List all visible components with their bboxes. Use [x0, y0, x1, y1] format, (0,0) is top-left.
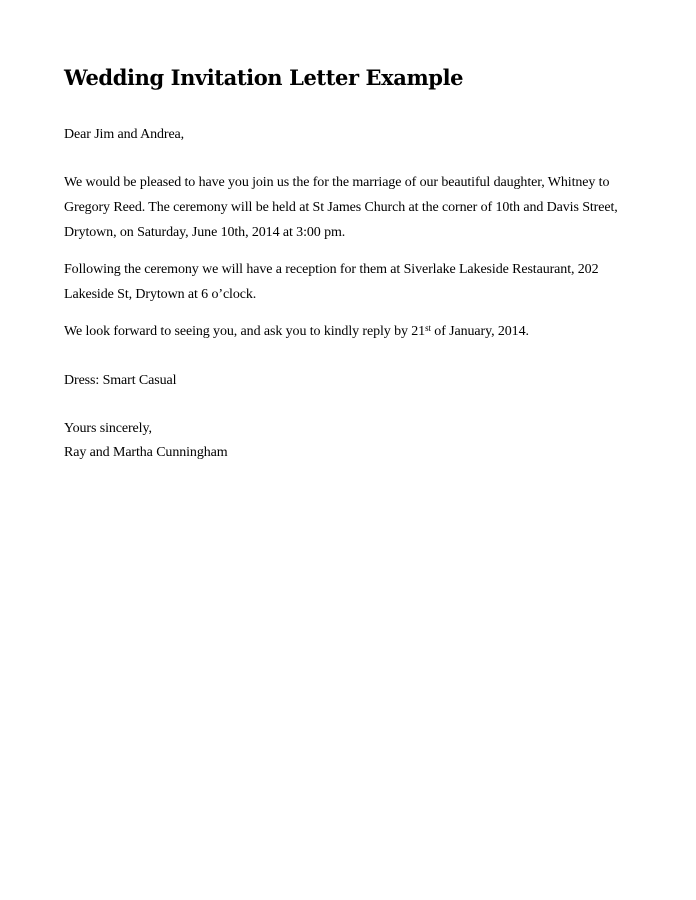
paragraph-reply [64, 319, 639, 344]
paragraph-ceremony: We would be pleased to have you join us the for the marriage of our beautiful daughter, Whitney to Gregory Reed. The ceremony will be held at St James Church at the corner of 10th and Davis Street, Drytown, on Saturday, June 10th, 2014 at 3:00 pm. [64, 175, 618, 240]
reply-text-end: of January, 2014. [430, 324, 529, 339]
page-title: Wedding Invitation Letter Example [64, 65, 464, 90]
reply-date-suffix: st [425, 323, 431, 333]
signature: Ray and Martha Cunningham [64, 445, 228, 460]
closing: Yours sincerely, [64, 421, 152, 436]
letter-body [64, 62, 639, 465]
salutation: Dear Jim and Andrea, [64, 127, 185, 142]
paragraph-reception: Following the ceremony we will have a reception for them at Siverlake Lakeside Restaurant, 202 Lakeside St, Drytown at 6 o’clock. [64, 262, 599, 302]
dress-code: Dress: Smart Casual [64, 373, 177, 388]
reply-text-start: We look forward to seeing you, and ask you to kindly reply by 21 [64, 324, 426, 339]
